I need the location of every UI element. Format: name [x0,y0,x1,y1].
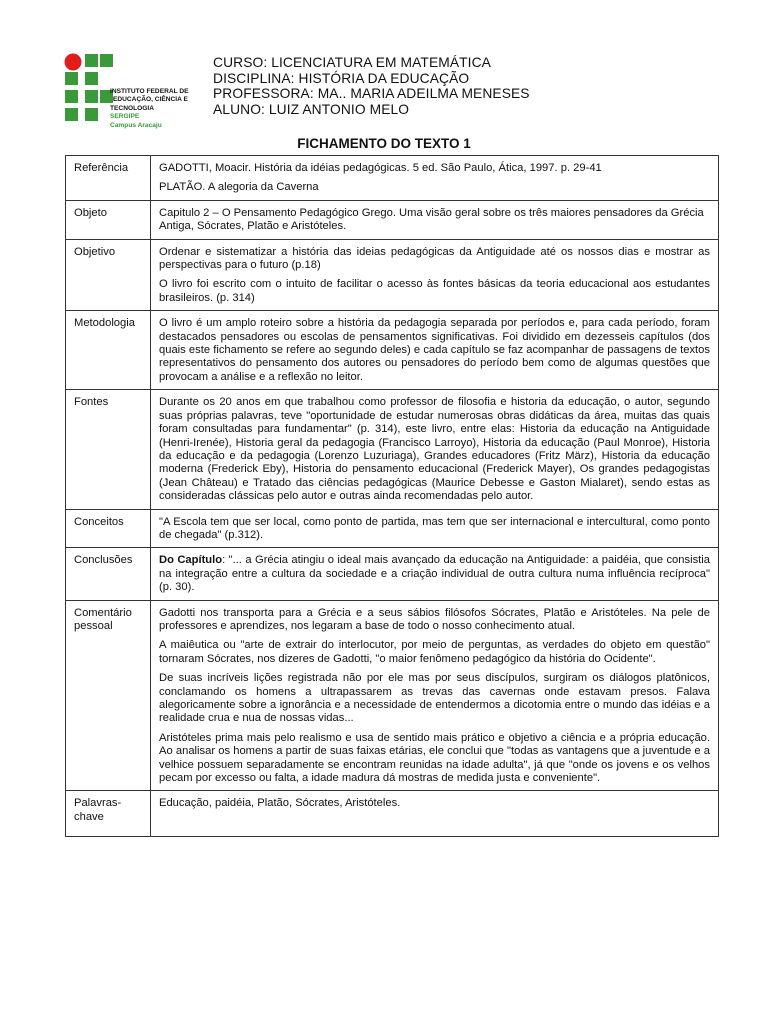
value-conceitos [151,509,719,548]
header-aluno: ALUNO: LUIZ ANTONIO MELO [213,101,410,117]
logo-red-circle [65,54,82,71]
page-title: FICHAMENTO DO TEXTO 1 [297,136,471,151]
conclusoes-p1 [159,554,710,594]
document-header [213,55,530,117]
fichamento-table [65,155,719,837]
institution-logo [64,52,114,128]
row-comentario [66,600,719,791]
value-conclusoes [151,548,719,600]
conclusoes-text: : "... a Grécia atingiu o ideal mais avançado da educação na Antiguidade: a paidéia, que consistia na integração entre a cultura da sociedade e a criação individual de outra cultura numa influência recíproca" (p. 30). [159,554,710,594]
value-metodologia [151,311,719,390]
label-referencia: Referência [66,156,151,201]
label-comentario: Comentário pessoal [66,600,151,791]
label-conceitos: Conceitos [66,509,151,548]
institution-campus: Campus Aracaju [110,121,162,129]
institution-name [110,88,189,130]
value-comentario [151,600,719,791]
referencia-p2: PLATÃO. A alegoria da Caverna [159,181,319,194]
institution-line-3: TECNOLOGIA [110,104,154,112]
objeto-p1: Capitulo 2 – O Pensamento Pedagógico Grego. Uma visão geral sobre os três maiores pensadores da Grécia Antiga, Sócrates, Platão e Aristóteles. [159,206,704,233]
row-conclusoes [66,548,719,600]
referencia-p1: GADOTTI, Moacir. História da idéias pedagógicas. 5 ed. São Paulo, Ática, 1997. p. 29-41 [159,162,602,174]
label-palavras: Palavras-chave [66,791,151,837]
header-curso: CURSO: LICENCIATURA EM MATEMÁTICA [213,55,491,70]
conclusoes-bold-lead: Do Capítulo [159,554,223,567]
label-objetivo: Objetivo [66,239,151,311]
objetivo-p1: Ordenar e sistematizar a história das ideias pedagógicas da Antiguidade até os nossos dias e mostrar as perspectivas para o futuro (p.18) [159,245,710,272]
institution-line-1: INSTITUTO FEDERAL DE [110,88,189,95]
row-fontes [66,390,719,509]
value-palavras [151,791,719,837]
comentario-p4: Aristóteles prima mais pelo realismo e usa de sentido mais prático e objetivo a ciência e a própria educação. Ao analisar os homens a partir de suas faixas etárias, ele conclui que "todas as vantagens que a juventude e a velhice possuem separadamente se encontram reunidas na idade adulta", já que "onde os jovens e os velhos pecam por excesso ou falta, a idade madura dá mostras de medida justa e conveniente". [159,731,710,785]
row-objetivo [66,239,719,311]
palavras-p1: Educação, paidéia, Platão, Sócrates, Aristóteles. [159,797,401,810]
comentario-p2: A maiêutica ou "arte de extrair do interlocutor, por meio de perguntas, as verdades do objeto em questão" tornaram Sócrates, nos dizeres de Gadotti, "o maior fenômeno pedagógico da história do Ocidente". [159,639,710,665]
value-fontes [151,390,719,509]
label-fontes: Fontes [66,390,151,509]
header-professora: PROFESSORA: MA.. MARIA ADEILMA MENESES [213,86,530,102]
header-disciplina: DISCIPLINA: HISTÓRIA DA EDUCAÇÃO [213,70,470,86]
institution-state: SERGIPE [110,113,140,121]
row-conceitos [66,509,719,548]
comentario-p3: De suas incríveis lições registrada não por ele mas por seus discípulos, surgiram os diálogos platônicos, conclamando os homens a ultrapassarem as trevas das cavernas onde estavam presos. Falava alegoricamente sobre a ignorância e a necessidade de entendermos a dicotomia entre o mundo das idéias e a realidade crua e nua de nossas vidas... [159,672,710,725]
comentario-p1: Gadotti nos transporta para a Grécia e a seus sábios filósofos Sócrates, Platão e Aristóteles. Na pele de professores e aprendizes, nos legaram a base de todo o nosso conhecimento atual. [159,606,710,632]
value-referencia [151,156,719,201]
label-metodologia: Metodologia [66,311,151,390]
metodologia-p1: O livro é um amplo roteiro sobre a história da pedagogia separada por períodos e, para cada período, foram destacados pensadores ou escolas de pensamentos significativas. Foi dividido em dezesseis capítulos (dos quais este fichamento se refere ao segundo deles) e cada capítulo se faz acompanhar de passagens de textos representativos do pensamento dos autores ou pensadores do período bem como de algumas questões que provocam a análise e a reflexão no leitor. [159,317,710,383]
row-referencia [66,156,719,201]
row-objeto [66,200,719,239]
value-objetivo [151,239,719,311]
row-palavras [66,791,719,837]
objetivo-p2: O livro foi escrito com o intuito de facilitar o acesso às fontes básicas da teoria educacional aos estudantes brasileiros. (p. 314) [159,278,710,304]
value-objeto [151,200,719,239]
fontes-p1: Durante os 20 anos em que trabalhou como professor de filosofia e historia da educação, o autor, segundo suas próprias palavras, teve "oportunidade de estudar numerosas obras didáticas da área, muitas das quais foram consultadas para fundamentar" (p. 314), este livro, entre elas: Historia da educação na Antiguidade (Henri-Irenée), Historia geral da pedagogia (Francisco Larroyo), Historia da educação (Paul Monroe), Historia da educação e da pedagogia (Lorenzo Luzuriaga), Grandes educadores (Fritz März), Historia da educação moderna (Frederick Eby), Historia do pensamento educacional (Frederick Mayer), Os grandes pedagogistas (Jean Château) e Tratado das ciências pedagógicas (Maurice Debesse e Gaston Mialaret), sendo estas as consideradas clássicas pelo autor e outras ainda recomendadas pelo autor. [159,396,710,503]
label-conclusoes: Conclusões [66,548,151,600]
row-metodologia [66,311,719,390]
label-objeto: Objeto [66,200,151,239]
conceitos-p1: "A Escola tem que ser local, como ponto de partida, mas tem que ser internacional e intercultural, como ponto de chegada" (p.312). [159,515,710,541]
institution-line-2: EDUCAÇÃO, CIÊNCIA E [113,96,188,104]
